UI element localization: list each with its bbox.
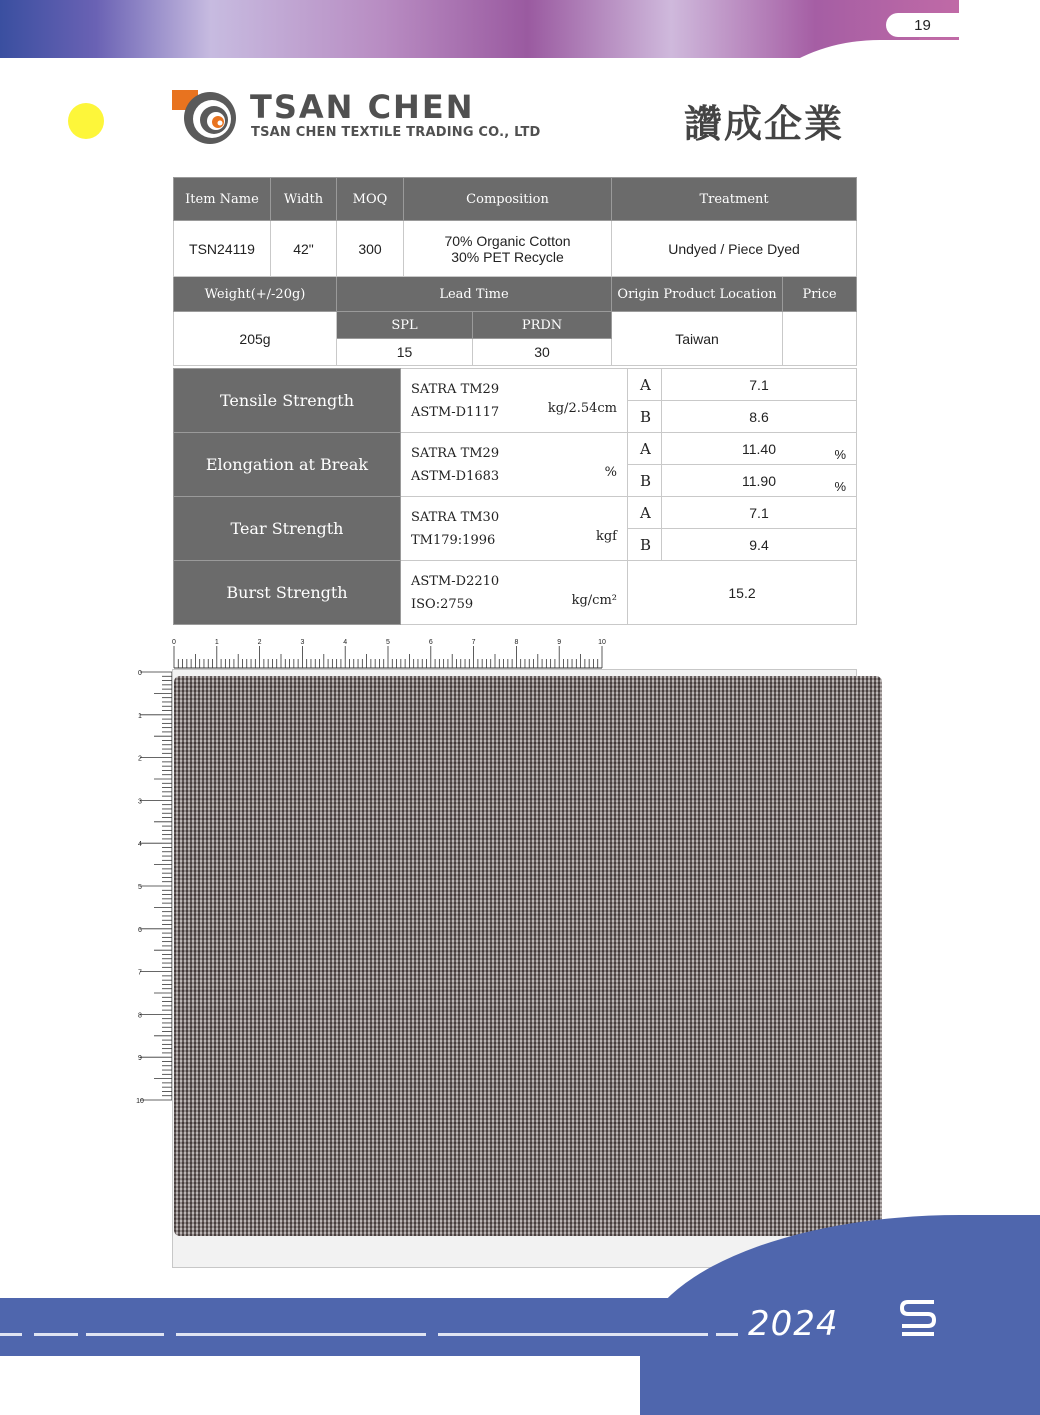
sample-a-value: 11.40 xyxy=(742,440,776,457)
sample-a-label: A xyxy=(628,497,662,529)
composition-line-2: 30% PET Recycle xyxy=(451,248,564,265)
header-origin: Origin Product Location xyxy=(612,277,783,312)
brand-company: TSAN CHEN TEXTILE TRADING CO., LTD xyxy=(251,125,541,140)
ruler-label: 1 xyxy=(214,639,219,646)
ruler-label: 10 xyxy=(598,639,606,646)
value-origin: Taiwan xyxy=(612,312,783,366)
sample-b-value: 9.4 xyxy=(662,529,857,561)
footer-year: 2024 xyxy=(748,1304,839,1344)
ruler-label: 5 xyxy=(138,884,142,891)
header-spl: SPL xyxy=(337,312,473,339)
method-line-1: SATRA TM30 xyxy=(411,509,500,525)
sample-b-cell xyxy=(662,465,857,497)
brand-logo-icon xyxy=(172,88,236,146)
ruler-label: 10 xyxy=(136,1098,144,1105)
value-item-name: TSN24119 xyxy=(174,221,271,277)
ruler-label: 6 xyxy=(138,926,142,934)
footer-dash xyxy=(0,1333,22,1336)
ruler-label: 8 xyxy=(138,1012,142,1020)
horizontal-ruler xyxy=(172,636,604,670)
test-name: Tear Strength xyxy=(174,497,401,561)
sample-a-value: 7.1 xyxy=(662,369,857,401)
sample-a-label: A xyxy=(628,433,662,465)
test-results-table xyxy=(173,368,857,625)
ruler-label: 5 xyxy=(386,639,390,646)
ruler-label: 0 xyxy=(172,639,176,646)
sample-b-value: 8.6 xyxy=(662,401,857,433)
method-line-1: SATRA TM29 xyxy=(411,445,500,461)
header-treatment: Treatment xyxy=(612,178,857,221)
footer-dash xyxy=(716,1333,738,1336)
test-method xyxy=(401,497,628,561)
method-line-2: TM179:1996 xyxy=(411,532,496,548)
method-line-2: ASTM-D1117 xyxy=(411,404,500,420)
ruler-label: 8 xyxy=(514,639,519,646)
sample-b-unit: % xyxy=(834,479,846,494)
ruler-label: 4 xyxy=(343,639,348,646)
value-price xyxy=(783,312,857,366)
sample-b-label: B xyxy=(628,465,662,497)
footer-dash xyxy=(34,1333,78,1336)
header-width: Width xyxy=(271,178,337,221)
sample-a-unit: % xyxy=(834,447,846,462)
method-line-2: ASTM-D1683 xyxy=(411,468,500,484)
test-name: Elongation at Break xyxy=(174,433,401,497)
ruler-label: 0 xyxy=(138,670,142,677)
value-spl: 15 xyxy=(337,339,473,366)
test-unit: kg/2.54cm xyxy=(547,400,617,416)
sample-b-label: B xyxy=(628,401,662,433)
spec-table xyxy=(173,177,857,366)
test-method xyxy=(401,369,628,433)
method-line-2: ISO:2759 xyxy=(411,596,474,612)
ruler-label: 9 xyxy=(138,1055,142,1063)
header-price: Price xyxy=(783,277,857,312)
burst-value: 15.2 xyxy=(628,561,857,625)
ruler-label: 3 xyxy=(300,639,305,646)
ruler-label: 9 xyxy=(557,639,562,646)
method-line-1: SATRA TM29 xyxy=(411,381,500,397)
footer-s-logo-icon xyxy=(898,1298,938,1340)
value-composition xyxy=(404,221,612,277)
top-gradient-band xyxy=(0,0,959,58)
test-method xyxy=(401,433,628,497)
ruler-label: 2 xyxy=(138,755,142,763)
ruler-label: 1 xyxy=(138,712,142,720)
header-weight: Weight(+/-20g) xyxy=(174,277,337,312)
header-moq: MOQ xyxy=(337,178,404,221)
test-unit: % xyxy=(604,464,617,480)
page-number: 19 xyxy=(886,13,959,37)
test-unit: kg/cm² xyxy=(571,592,617,608)
ruler-label: 4 xyxy=(138,841,142,849)
value-weight: 205g xyxy=(174,312,337,366)
footer-dash xyxy=(86,1333,164,1336)
fabric-swatch-image xyxy=(174,676,882,1236)
sample-b-value: 11.90 xyxy=(742,472,776,489)
footer-dash xyxy=(176,1333,426,1336)
sample-b-label: B xyxy=(628,529,662,561)
ruler-label: 7 xyxy=(471,639,476,646)
sample-a-label: A xyxy=(628,369,662,401)
ruler-label: 7 xyxy=(138,969,142,977)
test-name: Tensile Strength xyxy=(174,369,401,433)
method-line-1: ASTM-D2210 xyxy=(411,573,500,589)
test-unit: kgf xyxy=(595,528,617,544)
vertical-ruler xyxy=(130,668,174,1104)
value-treatment: Undyed / Piece Dyed xyxy=(612,221,857,277)
brand-chinese-name: 讚成企業 xyxy=(684,102,845,146)
test-method xyxy=(401,561,628,625)
value-moq: 300 xyxy=(337,221,404,277)
yellow-dot-marker xyxy=(68,103,104,139)
header-lead-time: Lead Time xyxy=(337,277,612,312)
sample-a-cell xyxy=(662,433,857,465)
value-prdn: 30 xyxy=(473,339,612,366)
composition-line-1: 70% Organic Cotton xyxy=(444,232,571,249)
test-name: Burst Strength xyxy=(174,561,401,625)
header-prdn: PRDN xyxy=(473,312,612,339)
header-item-name: Item Name xyxy=(174,178,271,221)
value-width: 42" xyxy=(271,221,337,277)
ruler-label: 3 xyxy=(138,798,142,806)
footer-dash xyxy=(438,1333,708,1336)
header-composition: Composition xyxy=(404,178,612,221)
sample-a-value: 7.1 xyxy=(662,497,857,529)
ruler-label: 6 xyxy=(428,639,433,646)
ruler-label: 2 xyxy=(257,639,262,646)
brand-name: TSAN CHEN xyxy=(250,88,475,126)
